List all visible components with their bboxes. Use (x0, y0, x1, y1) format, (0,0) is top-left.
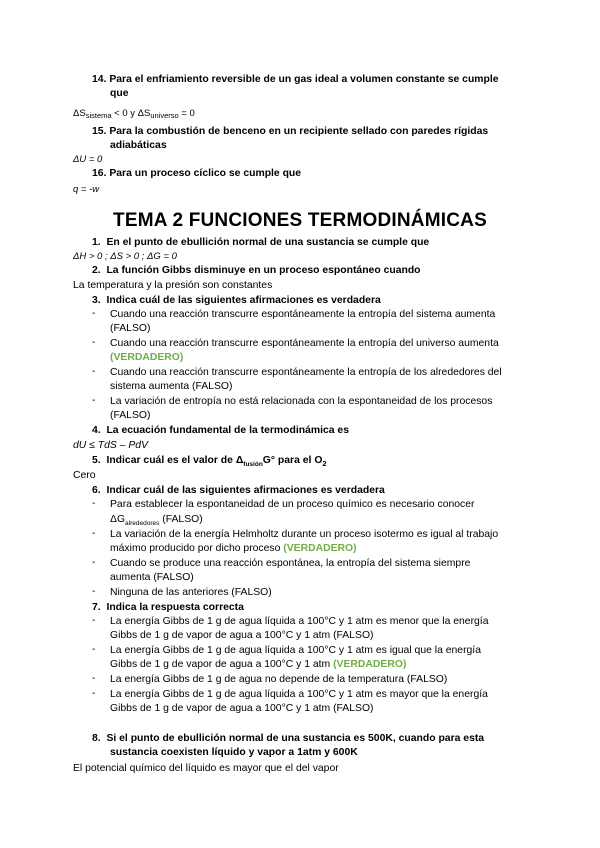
question-text: Si el punto de ebullición normal de una sustancia es 500K, cuando para esta (106, 733, 485, 744)
option-text: (FALSO) (110, 323, 151, 334)
option-text: Gibbs de 1 g de vapor de agua a 100°C y 1 atm (110, 659, 334, 670)
option-text (110, 658, 406, 671)
question-number: 6. (92, 485, 101, 496)
question-number: 4. (92, 425, 101, 436)
answer-8: El potencial químico del líquido es mayor que el del vapor (73, 763, 339, 774)
bullet-dash: - (92, 395, 96, 406)
question-text: Indicar cuál es el valor de (106, 455, 236, 466)
question-text: Para un proceso cíclico se cumple que (109, 168, 302, 179)
bullet-dash: - (92, 688, 96, 699)
question-text: En el punto de ebullición normal de una sustancia se cumple que (106, 237, 430, 248)
option-text: Gibbs de 1 g de vapor de agua a 100°C y 1 atm (FALSO) (110, 703, 374, 714)
bullet-dash: - (92, 557, 96, 568)
option-text: La energía Gibbs de 1 g de agua líquida a 100°C y 1 atm es mayor que la energía (110, 689, 488, 700)
question-number: 7. (92, 602, 101, 613)
question-text: Para la combustión de benceno en un recipiente sellado con paredes rígidas (109, 126, 489, 137)
verdadero-tag: (VERDADERO) (110, 352, 184, 363)
question-8-line2: sustancia coexisten líquido y vapor a 1atm y 600K (110, 747, 358, 758)
question-5 (92, 454, 327, 471)
question-16 (92, 167, 301, 180)
option-text: La energía Gibbs de 1 g de agua líquida a 100°C y 1 atm es menor que la energía (110, 616, 489, 627)
question-14-line2: que (110, 88, 129, 99)
answer-4: dU ≤ TdS – PdV (73, 440, 149, 451)
answer-subscript: sistema (85, 111, 112, 120)
question-text: Para el enfriamiento reversible de un gas ideal a volumen constante se cumple (109, 74, 499, 85)
answer-1: ΔH > 0 ; ΔS > 0 ; ΔG = 0 (73, 251, 177, 262)
bullet-dash: - (92, 528, 96, 539)
question-number: 2. (92, 265, 101, 276)
option-text: (FALSO) (159, 514, 203, 525)
verdadero-tag: (VERDADERO) (283, 543, 357, 554)
bullet-dash: - (92, 498, 96, 509)
section-title: TEMA 2 FUNCIONES TERMODINÁMICAS (113, 210, 487, 231)
answer-15: ΔU = 0 (73, 154, 103, 165)
option-text: La variación de la energía Helmholtz durante un proceso isotermo es igual al trabajo (110, 529, 499, 540)
question-number: 14. (92, 74, 107, 85)
question-number: 16. (92, 168, 107, 179)
option-text: La variación de entropía no está relacionada con la espontaneidad de los procesos (110, 396, 493, 407)
bullet-dash: - (92, 673, 96, 684)
bullet-dash: - (92, 586, 96, 597)
bullet-dash: - (92, 366, 96, 377)
question-4 (92, 424, 349, 437)
subscript: 2 (322, 459, 327, 469)
question-6 (92, 484, 385, 497)
question-1 (92, 236, 429, 249)
subscript: alrededores (125, 520, 160, 528)
question-text: La ecuación fundamental de la termodinámica es (106, 425, 349, 436)
question-7 (92, 601, 244, 614)
option-text: Gibbs de 1 g de vapor de agua a 100°C y 1 atm (FALSO) (110, 630, 374, 641)
option-text: máximo producido por dicho proceso (110, 543, 284, 554)
option-text: aumenta (FALSO) (110, 572, 194, 583)
question-14 (92, 73, 499, 86)
question-number: 15. (92, 126, 107, 137)
question-text: Indicar cuál de las siguientes afirmaciones es verdadera (106, 485, 385, 496)
answer-delta: ΔS (73, 108, 86, 119)
delta-symbol: Δ (235, 455, 244, 466)
bullet-dash: - (92, 615, 96, 626)
question-text: Indica cuál de las siguientes afirmaciones es verdadera (106, 295, 381, 306)
answer-16: q = -w (73, 184, 100, 195)
option-text: Cuando una reacción transcurre espontáneamente la entropía del universo aumenta (110, 338, 499, 349)
bullet-dash: - (92, 308, 96, 319)
option-text: Cuando una reacción transcurre espontáneamente la entropía de los alrededores del (110, 367, 502, 378)
delta-g: ΔG (110, 514, 126, 525)
option-text: Cuando una reacción transcurre espontáneamente la entropía del sistema aumenta (110, 309, 496, 320)
question-15-line2: adiabáticas (110, 140, 167, 151)
option-text: Ninguna de las anteriores (FALSO) (110, 587, 272, 598)
question-number: 5. (92, 455, 101, 466)
option-text: La energía Gibbs de 1 g de agua no depende de la temperatura (FALSO) (110, 674, 448, 685)
answer-text: = 0 (178, 108, 195, 119)
question-15 (92, 125, 488, 138)
answer-subscript: universo (150, 111, 179, 120)
question-2 (92, 264, 421, 277)
question-text: La función Gibbs disminuye en un proceso espontáneo cuando (106, 265, 421, 276)
answer-2: La temperatura y la presión son constantes (73, 280, 273, 291)
bullet-dash: - (92, 337, 96, 348)
verdadero-tag: (VERDADERO) (333, 659, 407, 670)
bullet-dash: - (92, 644, 96, 655)
question-number: 1. (92, 237, 101, 248)
option-text: sistema aumenta (FALSO) (110, 381, 233, 392)
question-3 (92, 294, 381, 307)
question-text: Indica la respuesta correcta (106, 602, 244, 613)
question-text: para el O (275, 455, 323, 466)
gibbs-symbol: G° (262, 455, 276, 466)
option-text: La energía Gibbs de 1 g de agua líquida a 100°C y 1 atm es igual que la energía (110, 645, 481, 656)
question-8 (92, 732, 484, 745)
subscript: fusión (243, 461, 263, 469)
question-number: 8. (92, 733, 101, 744)
answer-delta: ΔS (137, 108, 151, 119)
option-text (110, 542, 357, 555)
answer-text: < 0 y (111, 108, 138, 119)
option-text: Cuando se produce una reacción espontánea, la entropía del sistema siempre (110, 558, 471, 569)
question-number: 3. (92, 295, 101, 306)
option-text: Para establecer la espontaneidad de un proceso químico es necesario conocer (110, 499, 475, 510)
answer-5: Cero (73, 470, 96, 481)
answer-14 (73, 107, 195, 122)
option-text: (FALSO) (110, 410, 151, 421)
